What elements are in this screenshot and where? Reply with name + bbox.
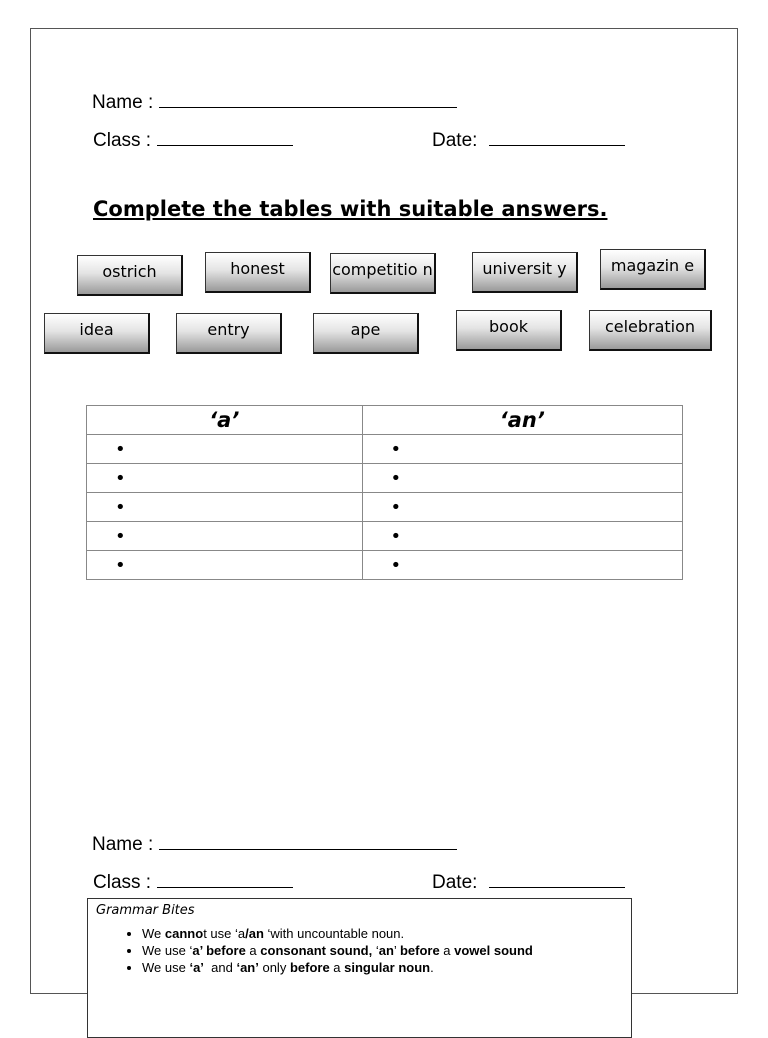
rule-text: ‘with uncountable noun. [263,926,405,941]
answer-cell-an[interactable]: • [362,522,682,551]
answer-cell-an[interactable]: • [362,435,682,464]
rule-bold: a’ before [192,943,246,958]
rule-text: . [430,960,434,975]
name-blank[interactable] [159,831,457,850]
grammar-rule-uncountable [142,925,533,942]
class-label: Class : [93,130,152,151]
rule-text: a [439,943,455,958]
grammar-bites-title: Grammar Bites [96,903,195,918]
table-header-row [87,406,683,435]
name-line [92,89,457,114]
date-blank[interactable] [489,127,625,146]
rule-text: We use ‘ [142,943,193,958]
class-blank[interactable] [157,127,293,146]
answer-table [86,405,683,580]
rule-bold: before [289,960,330,975]
word-card-competition[interactable]: competitio n [330,253,436,294]
date-line [432,127,625,152]
answer-cell-a[interactable]: • [87,522,363,551]
name-label: Name : [92,834,154,855]
date-label: Date: [432,872,478,893]
date-line-bottom [432,869,625,894]
date-blank[interactable] [489,869,625,888]
grammar-rules-list [88,925,533,976]
rule-bold: consonant sound, [260,943,373,958]
rule-bold: ‘an’ [236,960,259,975]
rule-text: a [329,960,345,975]
rule-text: t use ‘a [203,926,246,941]
class-blank[interactable] [157,869,293,888]
word-card-ostrich[interactable]: ostrich [77,255,183,296]
grammar-rule-singular [142,959,533,976]
answer-cell-a[interactable]: • [87,493,363,522]
answer-cell-an[interactable]: • [362,551,682,580]
class-line [93,127,293,152]
word-card-book[interactable]: book [456,310,562,351]
rule-text: We [142,926,165,941]
grammar-bites-box [87,898,632,1038]
answer-cell-a[interactable]: • [87,551,363,580]
class-line-bottom [93,869,293,894]
grammar-rule-sounds [142,942,533,959]
name-blank[interactable] [159,89,457,108]
table-row [87,493,683,522]
word-card-honest[interactable]: honest [205,252,311,293]
rule-bold: singular noun [344,960,431,975]
name-label: Name : [92,92,154,113]
instruction-title: Complete the tables with suitable answers. [93,197,608,221]
rule-text: only [258,960,290,975]
rule-bold: /an [245,926,264,941]
rule-bold: vowel sound [454,943,533,958]
rule-bold: ‘a’ [189,960,204,975]
answer-cell-a[interactable]: • [87,435,363,464]
table-row [87,522,683,551]
table-row [87,551,683,580]
word-card-ape[interactable]: ape [313,313,419,354]
word-card-idea[interactable]: idea [44,313,150,354]
answer-cell-a[interactable]: • [87,464,363,493]
word-card-entry[interactable]: entry [176,313,282,354]
rule-text: ‘ [372,943,379,958]
column-header-an: ‘an’ [362,406,682,435]
word-card-university[interactable]: universit y [472,252,578,293]
rule-text: a [245,943,261,958]
rule-bold: before [399,943,440,958]
rule-text: and [203,960,237,975]
class-label: Class : [93,872,152,893]
rule-text: ’ [393,943,400,958]
answer-cell-an[interactable]: • [362,493,682,522]
rule-bold: canno [164,926,204,941]
word-card-celebration[interactable]: celebration [589,310,712,351]
name-line-bottom [92,831,457,856]
date-label: Date: [432,130,478,151]
table-row [87,464,683,493]
column-header-a: ‘a’ [87,406,363,435]
answer-cell-an[interactable]: • [362,464,682,493]
rule-bold: an [378,943,394,958]
table-row [87,435,683,464]
word-card-magazine[interactable]: magazin e [600,249,706,290]
rule-text: We use [142,960,190,975]
